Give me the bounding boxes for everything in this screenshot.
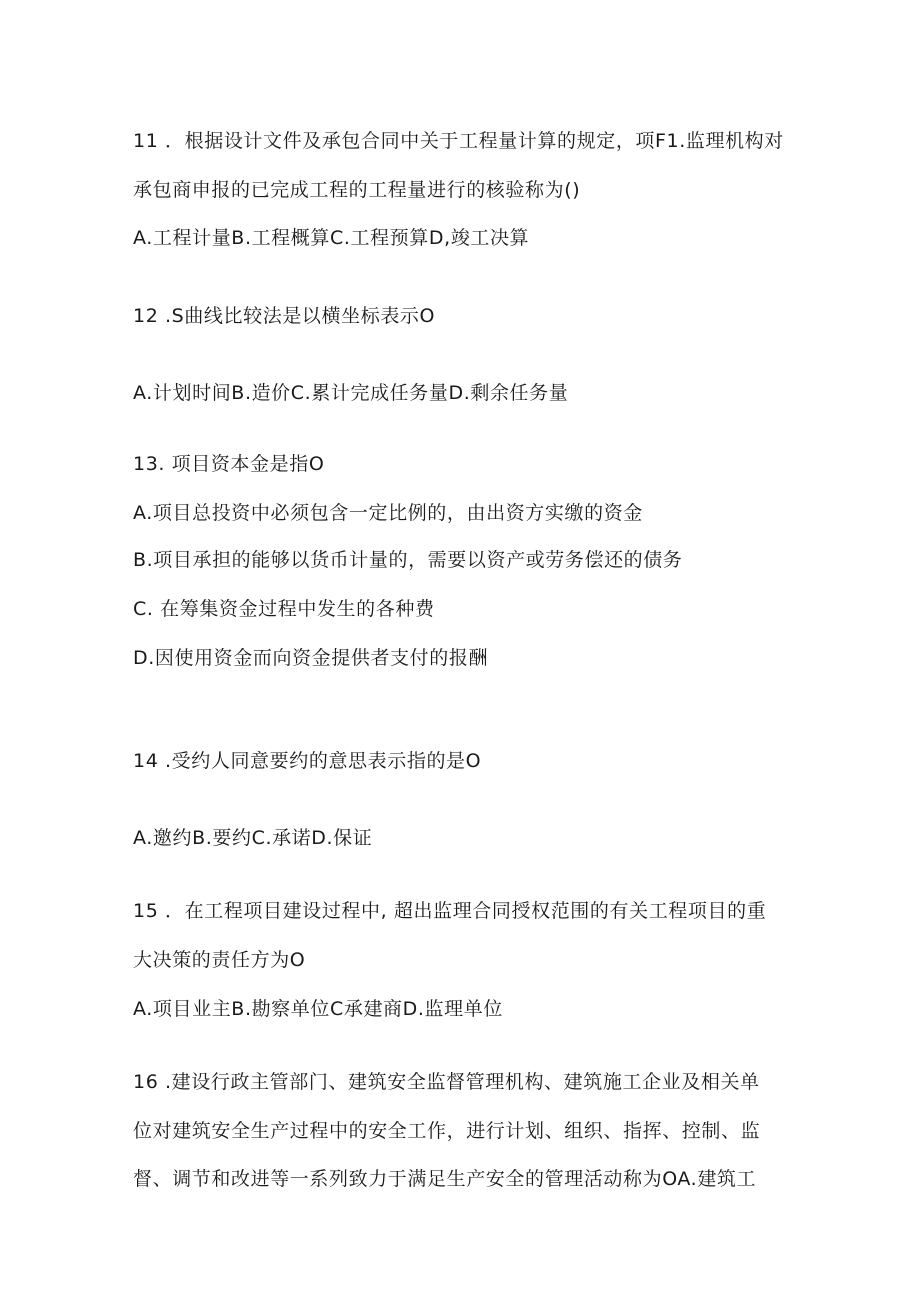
question-15-stem-line-2: 大决策的责任方为O bbox=[133, 949, 306, 971]
question-13-option-d: D.因使用资金而向资金提供者支付的报酬 bbox=[133, 647, 489, 669]
question-11-stem-line-2: 承包商申报的已完成工程的工程量进行的核验称为() bbox=[133, 179, 581, 201]
question-11-stem-line-1: 11 ．根据设计文件及承包合同中关于工程量计算的规定，项F1.监理机构对 bbox=[133, 130, 784, 152]
question-11-options: A.工程计量B.工程概算C.工程预算D,竣工决算 bbox=[133, 227, 530, 249]
question-12-stem: 12 .S曲线比较法是以横坐标表示O bbox=[133, 305, 436, 327]
question-13-option-b: B.项目承担的能够以货币计量的，需要以资产或劳务偿还的债务 bbox=[133, 549, 683, 571]
question-14-stem: 14 .受约人同意要约的意思表示指的是O bbox=[133, 750, 482, 772]
question-16-stem-line-1: 16 .建设行政主管部门、建筑安全监督管理机构、建筑施工企业及相关单 bbox=[133, 1071, 760, 1093]
question-15-options: A.项目业主B.勘察单位C承建商D.监理单位 bbox=[133, 998, 503, 1020]
question-13-stem: 13. 项目资本金是指O bbox=[133, 453, 325, 475]
question-13-option-c: C. 在筹集资金过程中发生的各种费 bbox=[133, 598, 435, 620]
question-16-stem-line-2: 位对建筑安全生产过程中的安全工作，进行计划、组织、指挥、控制、监 bbox=[133, 1120, 761, 1142]
question-14-options: A.邀约B.要约C.承诺D.保证 bbox=[133, 827, 373, 849]
question-16-stem-line-3: 督、调节和改进等一系列致力于满足生产安全的管理活动称为OA.建筑工 bbox=[133, 1168, 757, 1190]
question-15-stem-line-1: 15 ．在工程项目建设过程中, 超出监理合同授权范围的有关工程项目的重 bbox=[133, 900, 767, 922]
question-13-option-a: A.项目总投资中必须包含一定比例的，由出资方实缴的资金 bbox=[133, 502, 643, 524]
question-12-options: A.计划时间B.造价C.累计完成任务量D.剩余任务量 bbox=[133, 382, 569, 404]
